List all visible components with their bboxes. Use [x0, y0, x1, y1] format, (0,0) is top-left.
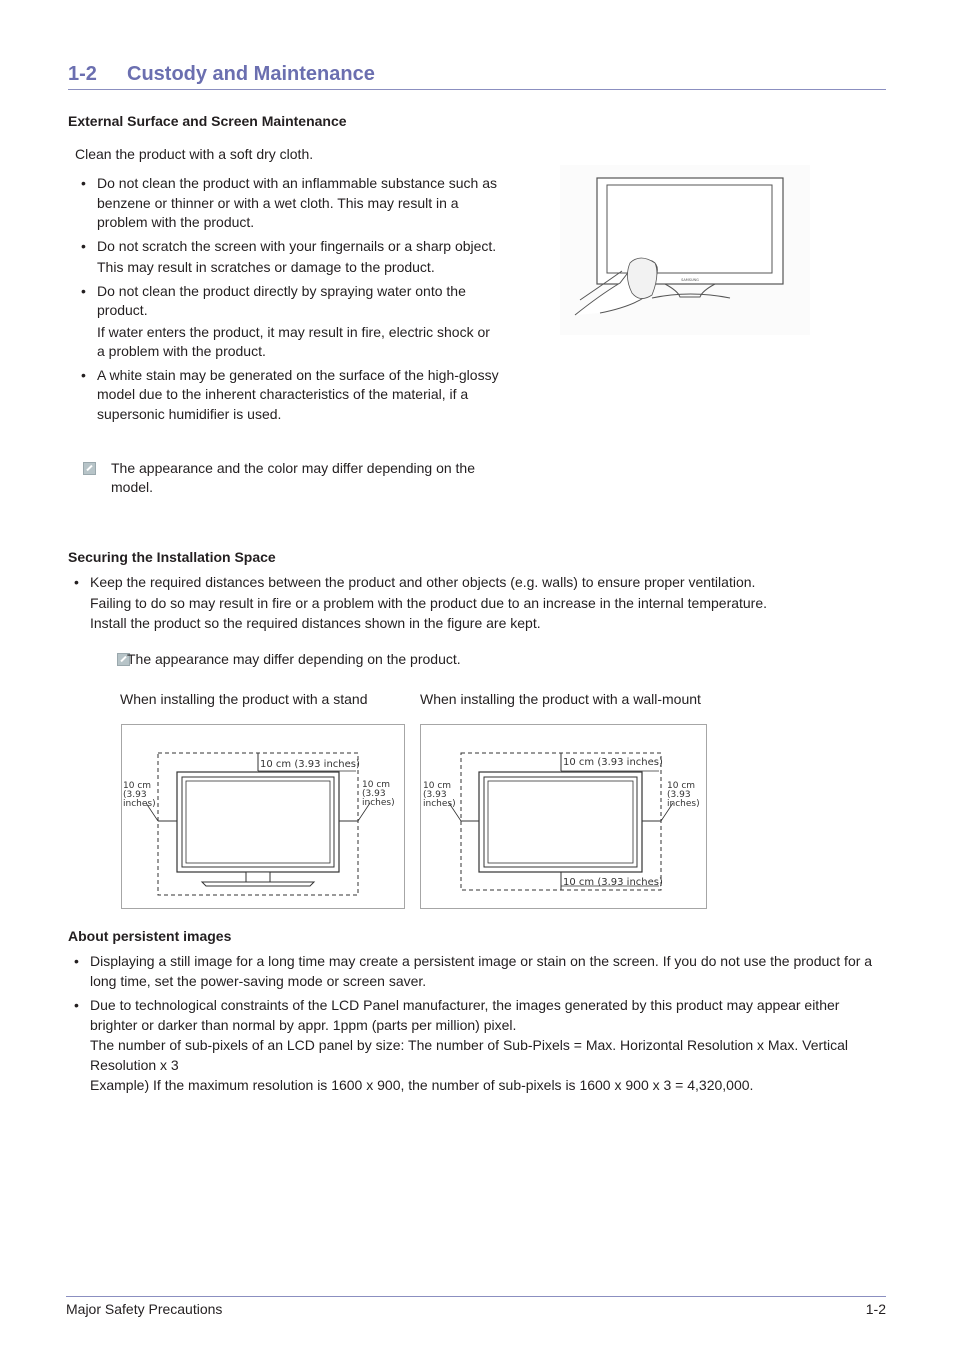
dim-right-label-2: (3.93 — [667, 790, 691, 800]
dim-right-label-3: inches) — [362, 798, 395, 808]
external-list — [75, 174, 500, 428]
footer-page-number: 1-2 — [865, 1301, 886, 1317]
list-item: • Displaying a still image for a long time may create a persistent image or stain on the screen. If you do not use the product for a long time, set the power-saving mode or screen saver. — [68, 951, 886, 991]
list-item-text: Do not clean the product with an inflammable substance such as benzene or thinner or with a wet cloth. This may result in a problem with the product. — [97, 175, 498, 230]
dim-top-label: 10 cm (3.93 inches) — [563, 757, 663, 768]
list-item: • Due to technological constraints of the LCD Panel manufacturer, the images generated by this product may appear either brighter or darker than normal by appr. 1ppm (parts per million) pixel. The number of sub-pixels of an LCD panel by size: The number of Sub-Pixels = Max. Horizontal Resolution x Max. Vertical Resolution x 3 Example) If the maximum resolution is 1600 x 900, the number of sub-pixels is 1600 x 900 x 3 = 4,320,000. — [68, 995, 886, 1095]
list-item-text: Due to technological constraints of the LCD Panel manufacturer, the images generated by this product may appear either brighter or darker than normal by appr. 1ppm (parts per million) pixel. — [90, 997, 840, 1033]
dim-top-label: 10 cm (3.93 inches) — [260, 759, 360, 770]
installation-list — [68, 572, 886, 638]
installation-note: The appearance may differ depending on the product. — [127, 651, 461, 667]
list-item: • Do not clean the product directly by spraying water onto the product. If water enters the product, it may result in fire, electric shock or a problem with the product. — [75, 282, 500, 362]
monitor-cleaning-illustration — [560, 165, 810, 335]
stand-diagram — [121, 724, 405, 909]
dim-left-label-3: inches) — [123, 799, 156, 809]
caption-stand: When installing the product with a stand — [120, 691, 368, 707]
logo-text: SAMSUNG — [681, 278, 699, 282]
list-item-text: Keep the required distances between the product and other objects (e.g. walls) to ensure proper ventilation. — [90, 574, 756, 590]
persistent-heading: About persistent images — [68, 928, 232, 944]
wall-mount-diagram — [420, 724, 707, 909]
dim-right-label-1: 10 cm — [667, 781, 696, 791]
list-item-text: Do not clean the product directly by spraying water onto the product. — [97, 282, 466, 318]
list-item-subtext: Failing to do so may result in fire or a problem with the product due to an increase in the internal temperature. — [90, 594, 768, 611]
dim-left-label-1: 10 cm — [423, 781, 452, 791]
caption-wall: When installing the product with a wall-mount — [420, 691, 701, 707]
dim-left-label-2: (3.93 — [423, 790, 447, 800]
installation-heading: Securing the Installation Space — [68, 549, 276, 565]
list-item: • Do not scratch the screen with your fingernails or a sharp object. This may result in scratches or damage to the product. — [75, 237, 500, 278]
list-item-text: A white stain may be generated on the surface of the high-glossy model due to the inherent characteristics of the material, if a supersonic humidifier is used. — [97, 366, 499, 422]
list-item: • A white stain may be generated on the surface of the high-glossy model due to the inherent characteristics of the material, if a supersonic humidifier is used. — [75, 366, 500, 425]
dim-left-label-3: inches) — [423, 799, 456, 809]
list-item-subtext: This may result in scratches or damage to the product. — [97, 259, 435, 275]
section-number: 1-2 — [68, 63, 97, 85]
external-intro: Clean the product with a soft dry cloth. — [75, 146, 314, 162]
dim-right-label-3: inches) — [667, 799, 700, 809]
dim-right-label-2: (3.93 — [362, 789, 386, 799]
list-item: • Keep the required distances between the product and other objects (e.g. walls) to ensure proper ventilation. Failing to do so may result in fire or a problem with the product due to an increase in the internal temperature. Install the product so the required distances shown in the figure are kept. — [68, 572, 886, 634]
dim-bottom-label: 10 cm (3.93 inches) — [563, 877, 663, 888]
list-item-subtext: Install the product so the required distances shown in the figure are kept. — [90, 615, 541, 631]
list-item: • Do not clean the product with an inflammable substance such as benzene or thinner or with a wet cloth. This may result in a problem with the product. — [75, 174, 500, 233]
external-note: The appearance and the color may differ depending on the model. — [111, 460, 475, 495]
dim-left-label-2: (3.93 — [123, 790, 147, 800]
list-item-subtext: Example) If the maximum resolution is 1600 x 900, the number of sub-pixels is 1600 x 900 x 3 = 4,320,000. — [90, 1077, 754, 1093]
footer-divider — [66, 1296, 886, 1297]
page-title: Custody and Maintenance — [127, 63, 375, 85]
title-divider — [68, 89, 886, 90]
dim-right-label-1: 10 cm — [362, 780, 391, 790]
list-item-text: Displaying a still image for a long time may create a persistent image or stain on the screen. If you do not use the product for a long time, set the power-saving mode or screen saver. — [90, 953, 873, 989]
external-heading: External Surface and Screen Maintenance — [68, 113, 347, 129]
list-item-text: Do not scratch the screen with your fingernails or a sharp object. — [97, 237, 497, 254]
persistent-list — [68, 951, 886, 1099]
footer-chapter: Major Safety Precautions — [66, 1301, 223, 1317]
list-item-subtext: If water enters the product, it may result in fire, electric shock or a problem with the product. — [97, 323, 490, 359]
note-icon — [83, 462, 96, 475]
list-item-subtext: The number of sub-pixels of an LCD panel by size: The number of Sub-Pixels = Max. Horizontal Resolution x Max. Vertical Resolution x 3 — [90, 1037, 849, 1073]
dim-left-label-1: 10 cm — [123, 781, 152, 791]
